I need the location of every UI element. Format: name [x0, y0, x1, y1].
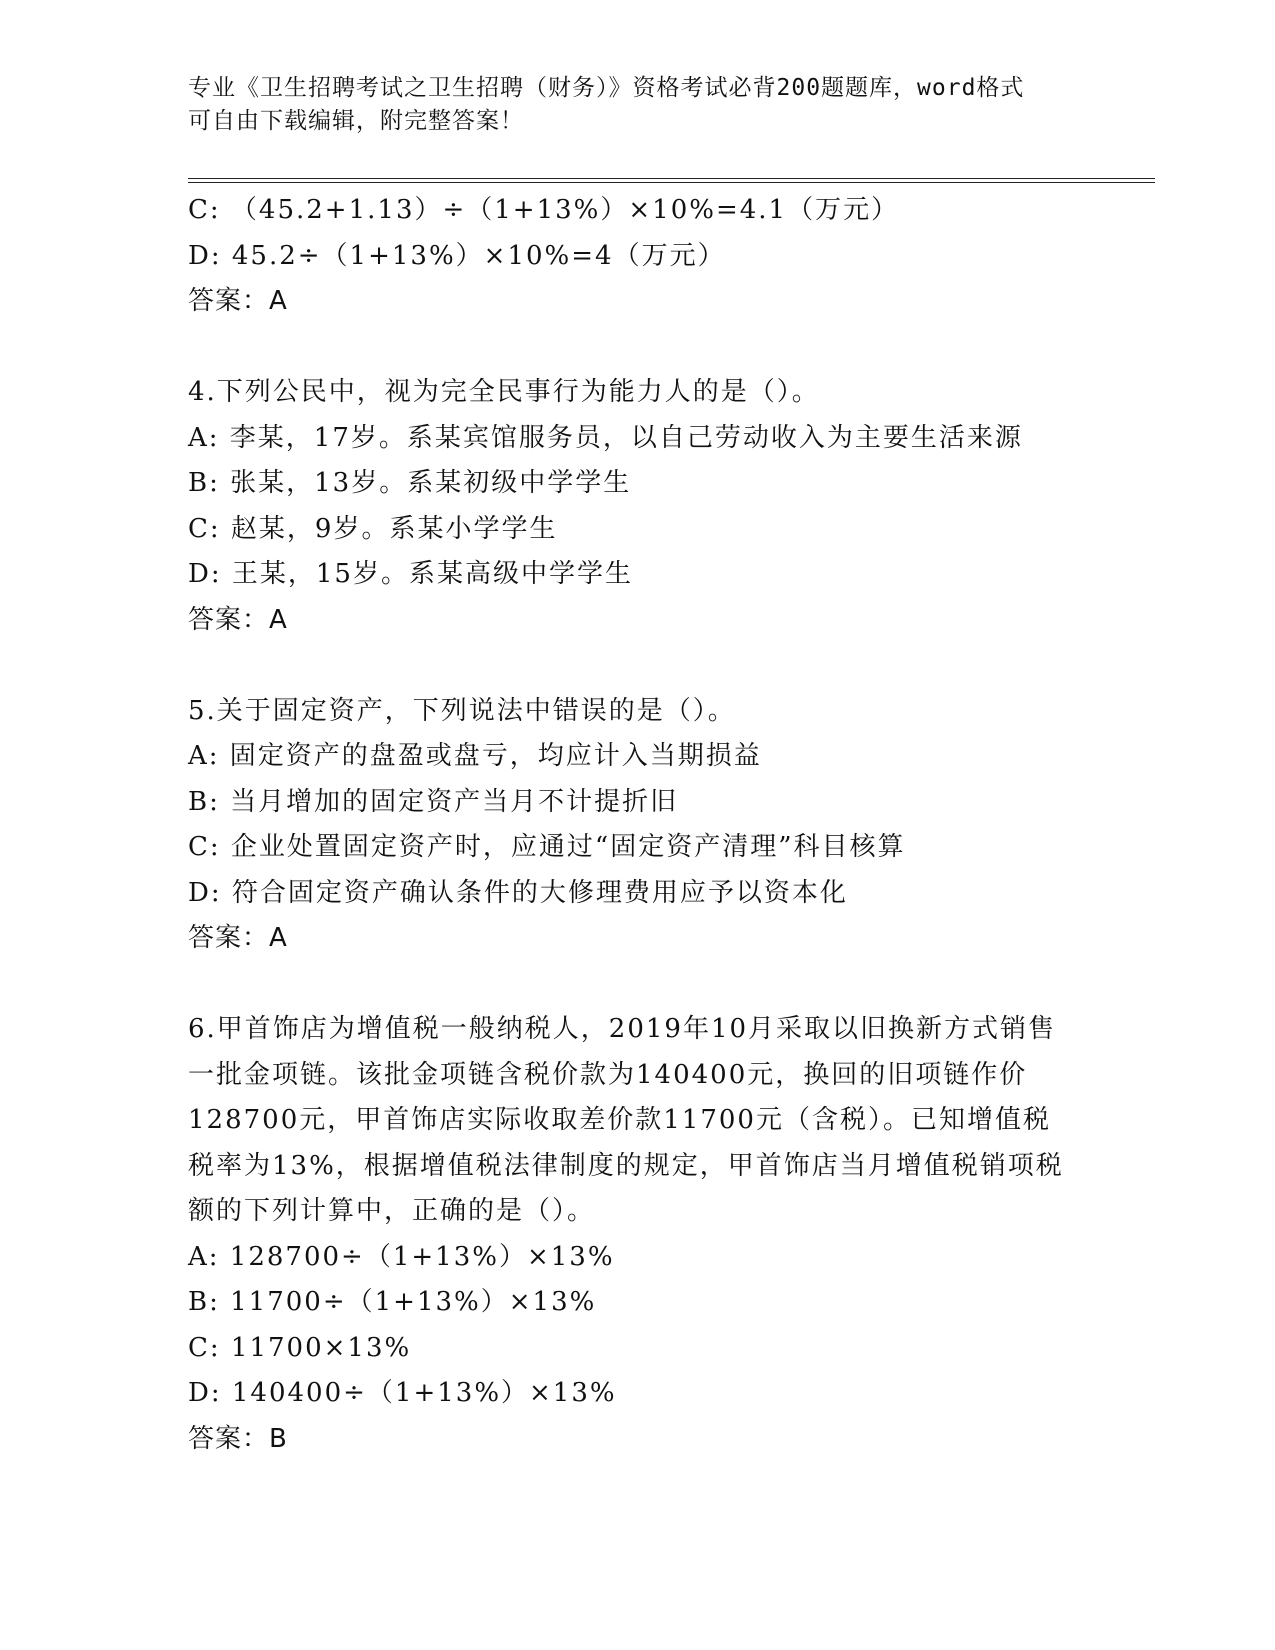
question-4: [188, 370, 1088, 643]
question-4-answer: 答案：A: [188, 604, 288, 635]
question-6-answer: 答案：B: [188, 1423, 288, 1454]
question-3-option-d: D: 45.2÷（1+13%）×10%=4（万元）: [188, 240, 726, 271]
question-6-stem-line-2: 一批金项链。该批金项链含税价款为140400元，换回的旧项链作价: [188, 1059, 1028, 1090]
question-6-option-b: B: 11700÷（1+13%）×13%: [188, 1287, 597, 1317]
question-6-stem-line-1: 6.甲首饰店为增值税一般纳税人，2019年10月采取以旧换新方式销售: [188, 1014, 1057, 1044]
question-6-option-c: C: 11700×13%: [188, 1332, 412, 1363]
question-3: [188, 188, 1088, 325]
question-4-option-c: C: 赵某，9岁。系某小学学生: [188, 513, 558, 544]
question-5-stem: 5.关于固定资产，下列说法中错误的是（）。: [188, 695, 736, 726]
spacer: [188, 643, 1088, 689]
question-4-stem: 4.下列公民中，视为完全民事行为能力人的是（）。: [188, 377, 820, 407]
header-title-line-1: 专业《卫生招聘考试之卫生招聘（财务）》资格考试必背200题题库，word格式: [188, 75, 1025, 101]
question-6-stem-line-4: 税率为13%，根据增值税法律制度的规定，甲首饰店当月增值税销项税: [188, 1150, 1064, 1181]
spacer: [188, 325, 1088, 371]
question-3-option-c: C: （45.2+1.13）÷（1+13%）×10%=4.1（万元）: [188, 195, 900, 225]
question-6-option-d: D: 140400÷（1+13%）×13%: [188, 1378, 617, 1408]
header-title-line-2: 可自由下载编辑，附完整答案！: [188, 108, 524, 134]
question-5-option-b: B: 当月增加的固定资产当月不计提折旧: [188, 786, 679, 817]
document-body: [188, 188, 1088, 1462]
question-5-option-c: C: 企业处置固定资产时，应通过“固定资产清理”科目核算: [188, 832, 906, 862]
question-5-answer: 答案：A: [188, 923, 288, 953]
question-3-answer: 答案：A: [188, 286, 288, 316]
question-4-option-d: D: 王某，15岁。系某高级中学学生: [188, 559, 633, 589]
question-6-stem-line-3: 128700元，甲首饰店实际收取差价款11700元（含税）。已知增值税: [188, 1105, 1051, 1135]
question-5-option-a: A: 固定资产的盘盈或盘亏，均应计入当期损益: [188, 741, 762, 771]
question-5-option-d: D: 符合固定资产确认条件的大修理费用应予以资本化: [188, 877, 848, 908]
document-header: [188, 72, 1088, 138]
question-6-option-a: A: 128700÷（1+13%）×13%: [188, 1241, 615, 1272]
question-6: [188, 1007, 1088, 1462]
question-5: [188, 689, 1088, 962]
spacer: [188, 962, 1088, 1008]
question-4-option-b: B: 张某，13岁。系某初级中学学生: [188, 468, 632, 498]
header-divider: [188, 178, 1155, 183]
question-4-option-a: A: 李某，17岁。系某宾馆服务员，以自己劳动收入为主要生活来源: [188, 422, 1023, 453]
question-6-stem-line-5: 额的下列计算中，正确的是（）。: [188, 1196, 596, 1226]
